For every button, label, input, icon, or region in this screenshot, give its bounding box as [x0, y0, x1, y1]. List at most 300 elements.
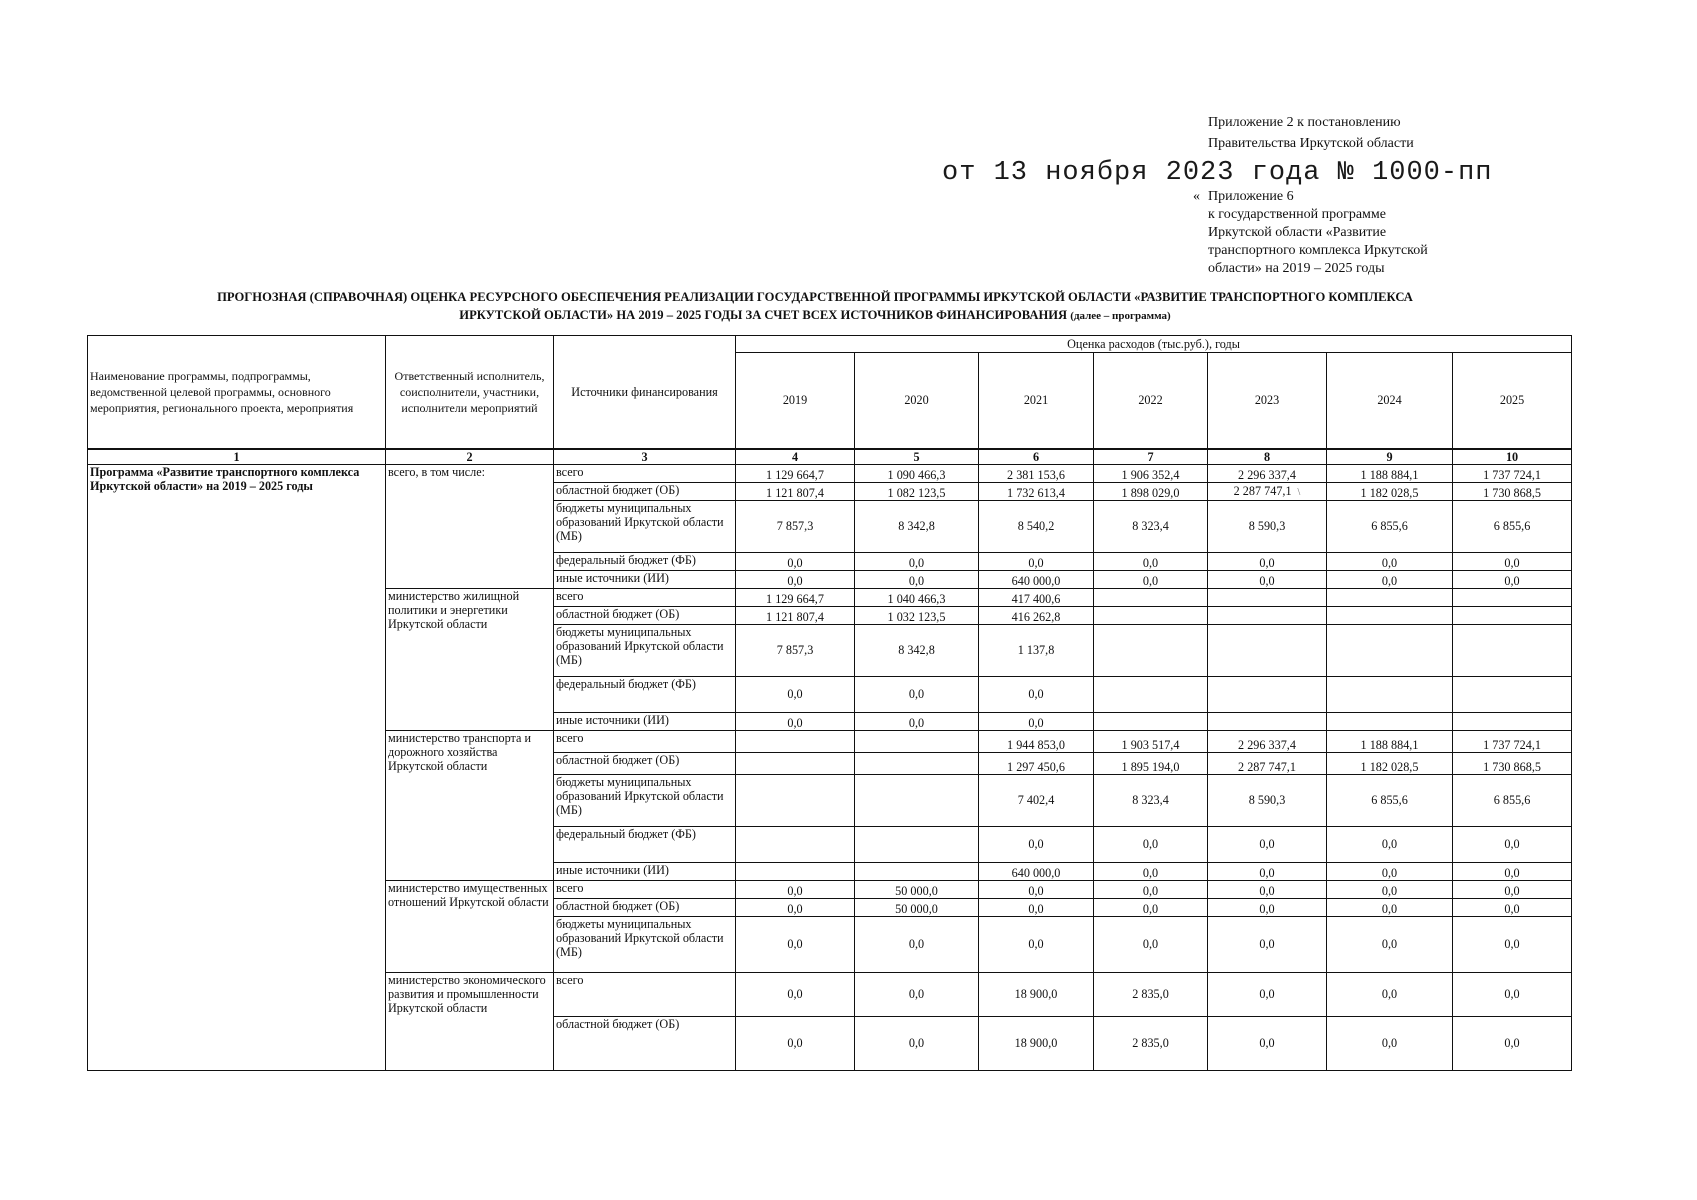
value-cell [979, 570, 1094, 588]
col-header-program: Наименование программы, подпрограммы, ведомственной целевой программы, основного мероприятия, регионального проекта, мероприятия [88, 336, 386, 449]
value-cell [855, 1016, 979, 1070]
title-line-2 [80, 306, 1550, 325]
value-cell [1094, 606, 1208, 624]
value-cell [736, 730, 855, 752]
value-cell [1453, 500, 1572, 552]
value-cell [979, 588, 1094, 606]
value-text: 50 000,0 [895, 883, 938, 898]
value-text: 0,0 [787, 555, 803, 570]
value-cell [1094, 570, 1208, 588]
value-cell [1327, 774, 1453, 826]
executor-cell: министерство экономического развития и промышленности Иркутской области [386, 972, 554, 1070]
value-text: 1 906 352,4 [1121, 467, 1180, 482]
value-cell [736, 552, 855, 570]
executor-cell: министерство транспорта и дорожного хозяйства Иркутской области [386, 730, 554, 880]
value-cell [1327, 712, 1453, 730]
value-cell [1453, 774, 1572, 826]
value-cell [1208, 862, 1327, 880]
value-cell [1327, 606, 1453, 624]
value-cell [1327, 752, 1453, 774]
value-cell [1094, 464, 1208, 482]
value-text: 8 342,8 [898, 519, 935, 533]
value-cell [1453, 482, 1572, 500]
value-text: 8 590,3 [1248, 519, 1286, 533]
value-cell [1208, 916, 1327, 972]
value-text: 0,0 [1504, 937, 1520, 951]
value-text: 0,0 [1504, 987, 1520, 1001]
value-cell [1208, 500, 1327, 552]
value-text: 0,0 [1259, 987, 1275, 1001]
value-cell [1327, 916, 1453, 972]
value-cell [1208, 712, 1327, 730]
annex6-line: области» на 2019 – 2025 годы [1208, 261, 1385, 276]
year-header: 2024 [1327, 353, 1453, 449]
executor-cell: министерство имущественных отношений Иркутской области [386, 880, 554, 972]
col-header-executor: Ответственный исполнитель, соисполнители, участники, исполнители мероприятий [386, 336, 554, 449]
value-text: 1 737 724,1 [1483, 737, 1541, 752]
value-text: 0,0 [787, 1036, 803, 1050]
value-cell [736, 880, 855, 898]
value-cell [1453, 730, 1572, 752]
value-text: 6 855,6 [1371, 793, 1408, 807]
value-cell [1094, 588, 1208, 606]
value-cell [1327, 880, 1453, 898]
annex-line-2: Правительства Иркутской области [1208, 136, 1414, 151]
value-cell [1327, 552, 1453, 570]
source-cell: всего [554, 588, 736, 606]
value-cell [1453, 916, 1572, 972]
value-text: 2 296 337,4 [1238, 737, 1296, 752]
program-name-cell: Программа «Развитие транспортного комплекса Иркутской области» на 2019 – 2025 годы [88, 464, 386, 1070]
value-text: 0,0 [1142, 937, 1159, 951]
value-cell [1208, 880, 1327, 898]
value-cell [855, 570, 979, 588]
value-text: 640 000,0 [1011, 865, 1061, 880]
value-text: 1 040 466,3 [887, 591, 946, 606]
value-text: 8 342,8 [898, 643, 935, 657]
value-text: 0,0 [1259, 555, 1275, 570]
value-text: 0,0 [1381, 1036, 1398, 1050]
column-number: 1 [88, 449, 386, 465]
value-cell [855, 880, 979, 898]
value-cell [1327, 464, 1453, 482]
value-cell [736, 676, 855, 712]
value-cell [736, 972, 855, 1016]
value-cell [855, 606, 979, 624]
value-cell [736, 752, 855, 774]
value-cell [1094, 552, 1208, 570]
value-text: 0,0 [1028, 715, 1044, 730]
year-header: 2019 [736, 353, 855, 449]
value-text: 0,0 [1259, 837, 1275, 851]
value-cell [1094, 916, 1208, 972]
value-text: 0,0 [787, 883, 803, 898]
value-text: 0,0 [787, 687, 803, 701]
col-header-costs: Оценка расходов (тыс.руб.), годы [736, 336, 1572, 353]
value-cell [736, 464, 855, 482]
value-text: 8 323,4 [1132, 793, 1169, 807]
value-text: 1 895 194,0 [1121, 759, 1180, 774]
table-row [88, 464, 1572, 482]
value-text: 416 262,8 [1011, 609, 1061, 624]
value-cell [979, 500, 1094, 552]
source-cell: бюджеты муниципальных образований Иркутской области (МБ) [554, 916, 736, 972]
value-cell [1453, 1016, 1572, 1070]
value-cell [1327, 730, 1453, 752]
value-cell [855, 826, 979, 862]
value-cell [736, 606, 855, 624]
value-cell [1453, 464, 1572, 482]
value-cell [1094, 482, 1208, 500]
value-cell [1208, 570, 1327, 588]
resource-table [87, 335, 1572, 1071]
value-cell [1327, 898, 1453, 916]
annex6-line: к государственной программе [1208, 207, 1386, 222]
value-text: 0,0 [908, 555, 925, 570]
value-text: 0,0 [1142, 573, 1159, 588]
value-cell [736, 916, 855, 972]
annex6-line: Приложение 6 [1208, 189, 1294, 204]
value-text: 1 121 807,4 [766, 485, 824, 500]
value-cell [979, 676, 1094, 712]
executor-cell: всего, в том числе: [386, 464, 554, 588]
value-cell [1094, 774, 1208, 826]
value-text: 0,0 [1381, 865, 1398, 880]
source-cell: всего [554, 972, 736, 1016]
source-cell: бюджеты муниципальных образований Иркутской области (МБ) [554, 774, 736, 826]
column-number: 4 [736, 449, 855, 465]
value-cell [855, 552, 979, 570]
value-cell [1453, 676, 1572, 712]
value-text: 7 402,4 [1017, 793, 1055, 807]
value-text: 0,0 [1504, 865, 1520, 880]
value-cell [979, 826, 1094, 862]
value-cell [979, 880, 1094, 898]
value-text: 0,0 [1504, 555, 1520, 570]
value-text: 1 129 664,7 [766, 591, 824, 606]
value-cell [1327, 826, 1453, 862]
value-cell [736, 826, 855, 862]
value-cell [979, 606, 1094, 624]
value-text: 1 944 853,0 [1007, 737, 1065, 752]
value-cell [1208, 464, 1327, 482]
year-header: 2023 [1208, 353, 1327, 449]
value-text: 1 898 029,0 [1121, 485, 1180, 500]
value-cell [1453, 606, 1572, 624]
value-text: 6 855,6 [1371, 519, 1408, 533]
value-text: 7 857,3 [776, 519, 814, 533]
source-cell: иные источники (ИИ) [554, 712, 736, 730]
value-text: 0,0 [1381, 883, 1398, 898]
value-cell [1453, 552, 1572, 570]
value-text: 0,0 [1381, 937, 1398, 951]
value-text: 8 540,2 [1017, 519, 1055, 533]
value-text: 0,0 [1381, 573, 1398, 588]
value-cell [1208, 774, 1327, 826]
value-cell [1094, 880, 1208, 898]
value-text: 0,0 [908, 573, 925, 588]
column-number: 3 [554, 449, 736, 465]
value-text: 0,0 [1504, 1036, 1520, 1050]
value-cell [855, 862, 979, 880]
source-cell: областной бюджет (ОБ) [554, 898, 736, 916]
value-cell [1453, 752, 1572, 774]
value-cell [979, 730, 1094, 752]
value-cell [1453, 624, 1572, 676]
value-text: 0,0 [1504, 837, 1520, 851]
source-cell: областной бюджет (ОБ) [554, 752, 736, 774]
value-text: 0,0 [1259, 883, 1275, 898]
value-cell [1453, 570, 1572, 588]
value-text: 0,0 [908, 715, 925, 730]
value-text: 1 188 884,1 [1360, 467, 1419, 482]
value-cell [1208, 730, 1327, 752]
value-cell [736, 862, 855, 880]
value-cell [1208, 898, 1327, 916]
value-cell [1208, 624, 1327, 676]
value-text: 0,0 [1381, 837, 1398, 851]
value-cell [1327, 676, 1453, 712]
value-cell [1327, 1016, 1453, 1070]
value-text: 6 855,6 [1493, 793, 1531, 807]
value-cell [736, 570, 855, 588]
value-cell [855, 972, 979, 1016]
annex6-quote: « [1193, 189, 1200, 204]
value-cell [855, 676, 979, 712]
value-text: 0,0 [1504, 883, 1520, 898]
value-cell [1327, 482, 1453, 500]
value-text: 0,0 [1259, 1036, 1275, 1050]
value-text: 417 400,6 [1011, 591, 1061, 606]
value-cell [1327, 570, 1453, 588]
value-cell [1094, 972, 1208, 1016]
value-cell [855, 916, 979, 972]
source-cell: иные источники (ИИ) [554, 862, 736, 880]
handwritten-mark: \ [1297, 486, 1301, 498]
value-text: 1 182 028,5 [1360, 759, 1419, 774]
value-cell [979, 752, 1094, 774]
annex6-block [1193, 188, 1478, 278]
value-text: 1 032 123,5 [887, 609, 946, 624]
column-number: 10 [1453, 449, 1572, 465]
source-cell: областной бюджет (ОБ) [554, 606, 736, 624]
column-number: 6 [979, 449, 1094, 465]
value-text: 1 730 868,5 [1483, 759, 1541, 774]
value-cell [855, 898, 979, 916]
value-cell [1327, 500, 1453, 552]
value-text: 0,0 [1142, 837, 1159, 851]
value-cell [979, 624, 1094, 676]
value-text: 2 835,0 [1132, 987, 1169, 1001]
document-title [80, 288, 1550, 325]
value-text: 0,0 [787, 987, 803, 1001]
year-header: 2020 [855, 353, 979, 449]
value-text: 0,0 [787, 937, 803, 951]
value-text: 1 737 724,1 [1483, 467, 1541, 482]
value-cell [979, 774, 1094, 826]
value-cell [855, 624, 979, 676]
value-cell [736, 500, 855, 552]
value-cell [979, 1016, 1094, 1070]
value-cell [979, 552, 1094, 570]
value-cell [855, 500, 979, 552]
value-cell [1327, 972, 1453, 1016]
title-line-2-note: (далее – программа) [1070, 310, 1171, 322]
value-text: 2 381 153,6 [1007, 467, 1065, 482]
value-cell [1208, 676, 1327, 712]
value-cell [979, 898, 1094, 916]
column-number: 7 [1094, 449, 1208, 465]
column-number: 9 [1327, 449, 1453, 465]
title-line-1: ПРОГНОЗНАЯ (СПРАВОЧНАЯ) ОЦЕНКА РЕСУРСНОГО ОБЕСПЕЧЕНИЯ РЕАЛИЗАЦИИ ГОСУДАРСТВЕННОЙ ПРОГРАММЫ ИРКУТСКОЙ ОБЛАСТИ «РАЗВИТИЕ ТРАНСПОРТНОГО КОМПЛЕКСА [217, 290, 1413, 304]
value-text: 1 082 123,5 [887, 485, 946, 500]
value-text: 0,0 [908, 687, 925, 701]
value-text: 2 296 337,4 [1238, 467, 1296, 482]
value-cell [1453, 880, 1572, 898]
value-text: 0,0 [1142, 901, 1159, 916]
value-text: 0,0 [1028, 837, 1044, 851]
value-text: 7 857,3 [776, 643, 814, 657]
value-text: 0,0 [908, 987, 925, 1001]
value-cell [855, 464, 979, 482]
column-number: 2 [386, 449, 554, 465]
value-text: 2 287 747,1 [1233, 483, 1292, 498]
value-cell [1453, 712, 1572, 730]
value-text: 1 121 807,4 [766, 609, 824, 624]
value-text: 1 730 868,5 [1483, 485, 1541, 500]
value-cell [979, 464, 1094, 482]
value-cell [1094, 862, 1208, 880]
annex6-line: Иркутской области «Развитие [1208, 225, 1387, 240]
value-text: 640 000,0 [1011, 573, 1061, 588]
value-cell [1327, 588, 1453, 606]
year-header: 2022 [1094, 353, 1208, 449]
source-cell: всего [554, 880, 736, 898]
value-cell [1094, 712, 1208, 730]
value-text: 1 137,8 [1017, 643, 1055, 657]
year-header: 2021 [979, 353, 1094, 449]
value-text: 6 855,6 [1493, 519, 1531, 533]
value-text: 8 590,3 [1248, 793, 1286, 807]
value-cell [1208, 606, 1327, 624]
value-text: 0,0 [1028, 555, 1044, 570]
value-cell [855, 752, 979, 774]
annex6-line: транспортного комплекса Иркутской [1208, 243, 1428, 258]
value-text: 2 287 747,1 [1238, 759, 1296, 774]
value-text: 0,0 [908, 1036, 925, 1050]
column-number: 8 [1208, 449, 1327, 465]
value-cell [1327, 862, 1453, 880]
value-text: 0,0 [1381, 555, 1398, 570]
value-text: 0,0 [1028, 937, 1044, 951]
value-text: 8 323,4 [1132, 519, 1169, 533]
value-cell [1453, 588, 1572, 606]
value-text: 0,0 [1504, 573, 1520, 588]
value-text: 1 732 613,4 [1007, 485, 1065, 500]
value-text: 1 188 884,1 [1360, 737, 1419, 752]
source-cell: всего [554, 464, 736, 482]
value-text: 0,0 [1028, 883, 1044, 898]
value-text: 0,0 [1142, 865, 1159, 880]
value-text: 0,0 [787, 573, 803, 588]
value-cell [1327, 624, 1453, 676]
value-cell [855, 482, 979, 500]
value-text: 0,0 [1142, 555, 1159, 570]
value-text: 18 900,0 [1014, 1036, 1058, 1050]
value-cell [736, 774, 855, 826]
value-cell [736, 482, 855, 500]
annex-line-1: Приложение 2 к постановлению [1208, 115, 1401, 130]
title-line-2-main: ИРКУТСКОЙ ОБЛАСТИ» НА 2019 – 2025 ГОДЫ ЗА СЧЕТ ВСЕХ ИСТОЧНИКОВ ФИНАНСИРОВАНИЯ [459, 308, 1068, 322]
value-cell [979, 972, 1094, 1016]
col-header-source: Источники финансирования [554, 336, 736, 449]
source-cell: областной бюджет (ОБ) [554, 1016, 736, 1070]
source-cell: всего [554, 730, 736, 752]
value-text: 1 090 466,3 [887, 467, 946, 482]
value-cell [1453, 898, 1572, 916]
value-text: 18 900,0 [1014, 987, 1058, 1001]
source-cell: федеральный бюджет (ФБ) [554, 552, 736, 570]
value-cell [1453, 972, 1572, 1016]
value-cell [855, 774, 979, 826]
value-text: 0,0 [1142, 883, 1159, 898]
decree-stamp: от 13 ноября 2023 года № 1000-пп [942, 158, 1493, 188]
value-cell [1094, 676, 1208, 712]
value-text: 0,0 [1381, 987, 1398, 1001]
source-cell: федеральный бюджет (ФБ) [554, 676, 736, 712]
source-cell: областной бюджет (ОБ) [554, 482, 736, 500]
value-cell [736, 588, 855, 606]
value-cell [1208, 752, 1327, 774]
value-text: 2 835,0 [1132, 1036, 1169, 1050]
value-cell [1208, 552, 1327, 570]
value-text: 0,0 [1504, 901, 1520, 916]
value-cell [1094, 898, 1208, 916]
value-text: 0,0 [1259, 573, 1275, 588]
value-cell [855, 712, 979, 730]
value-cell [1208, 588, 1327, 606]
value-text: 1 129 664,7 [766, 467, 824, 482]
value-cell [736, 1016, 855, 1070]
annex-header [1208, 112, 1414, 154]
value-cell [736, 712, 855, 730]
value-cell [1208, 972, 1327, 1016]
value-cell [1094, 1016, 1208, 1070]
value-text: 1 297 450,6 [1007, 759, 1065, 774]
value-text: 0,0 [1028, 901, 1044, 916]
value-text: 0,0 [1259, 901, 1275, 916]
value-cell [1208, 1016, 1327, 1070]
value-text: 0,0 [1381, 901, 1398, 916]
executor-cell: министерство жилищной политики и энергетики Иркутской области [386, 588, 554, 730]
value-text: 0,0 [787, 901, 803, 916]
value-text: 0,0 [1259, 937, 1275, 951]
value-text: 0,0 [1259, 865, 1275, 880]
value-cell [1208, 482, 1327, 500]
value-text: 0,0 [1028, 687, 1044, 701]
column-number: 5 [855, 449, 979, 465]
value-cell [979, 482, 1094, 500]
value-cell [855, 730, 979, 752]
source-cell: федеральный бюджет (ФБ) [554, 826, 736, 862]
value-text: 1 903 517,4 [1121, 737, 1180, 752]
value-cell [979, 916, 1094, 972]
value-cell [1094, 752, 1208, 774]
value-cell [1094, 624, 1208, 676]
value-cell [1094, 826, 1208, 862]
value-text: 50 000,0 [895, 901, 938, 916]
value-cell [1094, 730, 1208, 752]
